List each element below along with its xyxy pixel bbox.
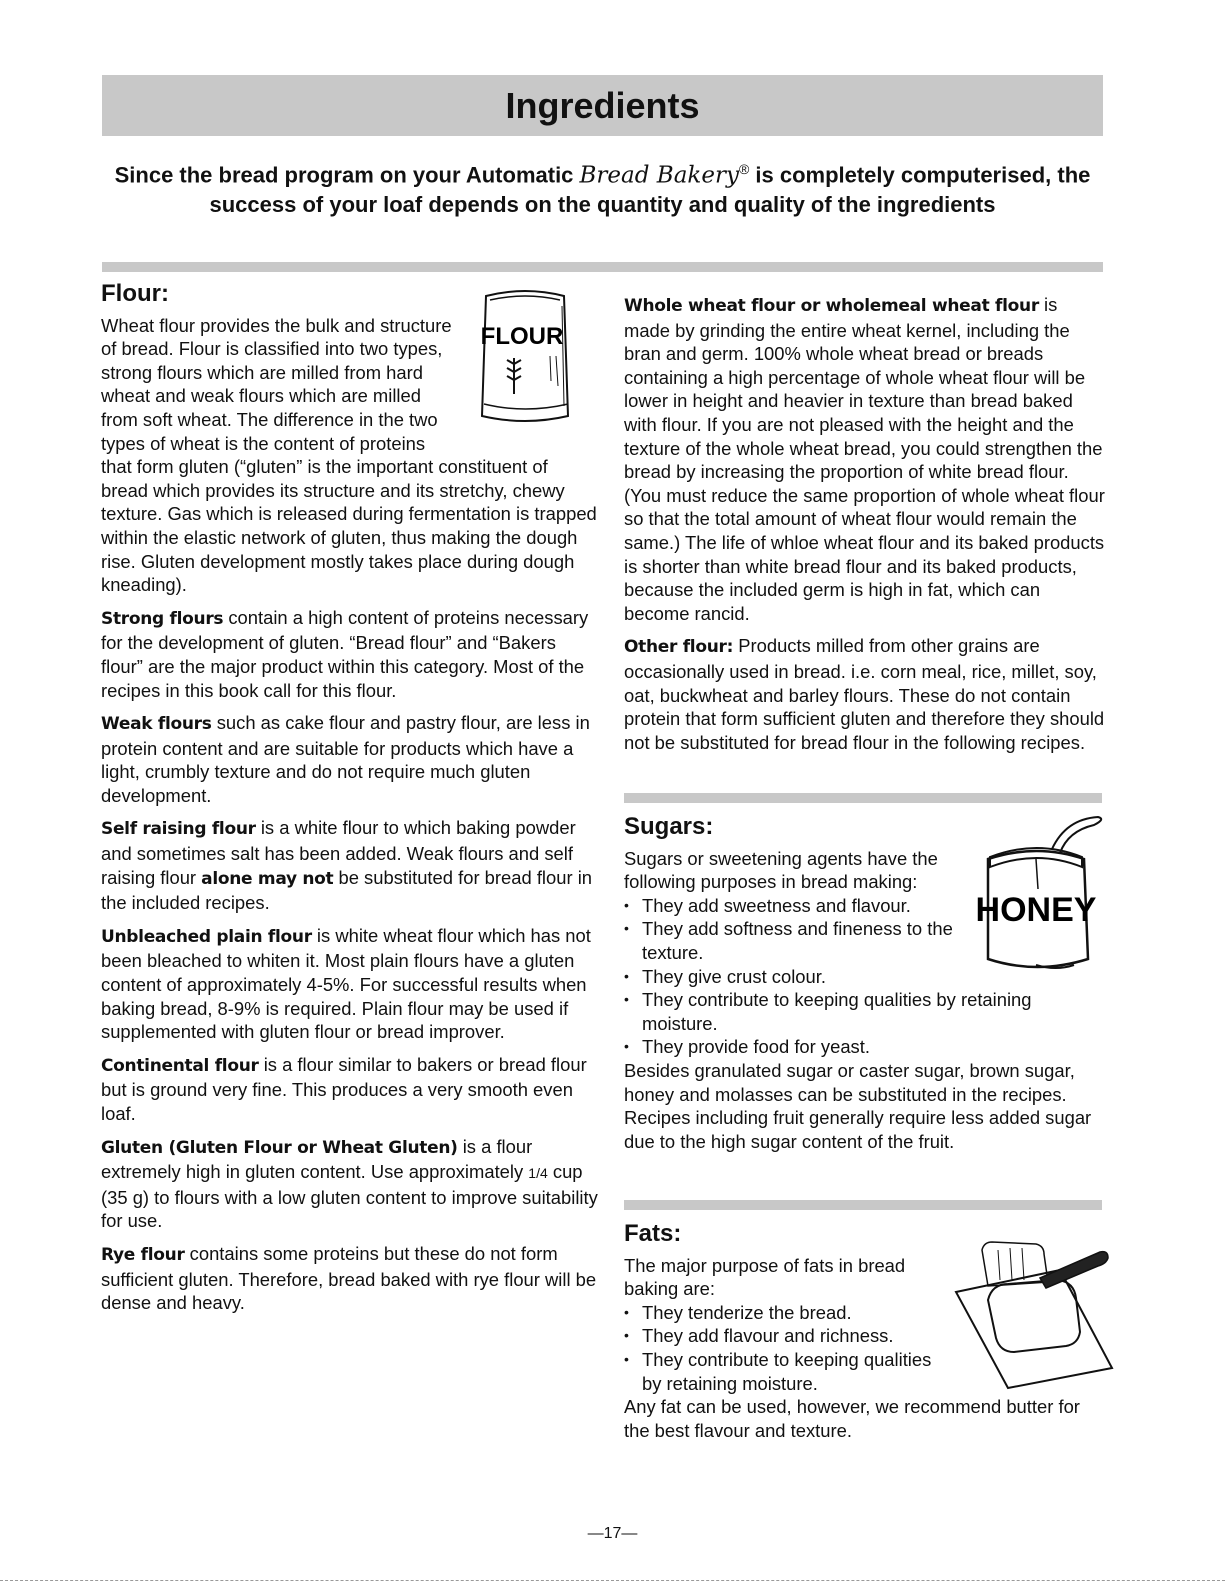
registered-mark: ®: [738, 161, 750, 177]
list-item: • They provide food for yeast.: [624, 1035, 1108, 1059]
fats-intro: The major purpose of fats in bread baking are:: [624, 1254, 906, 1300]
whole-wheat-text: is made by grinding the entire wheat kernel, including the bran and germ. 100% whole wheat bread or breads containing a high percentage of whole wheat flour will be lower in height and heavier in texture than bread baked with flour. If you are not pleased with the height and the texture of the whole wheat bread, you could strengthen the bread by increasing the proportion of white bread flour. (You must reduce the same proportion of whole wheat flour so that the total amount of wheat flour would remain the same.) The life of whloe wheat flour and its baked products is shorter than white bread flour and its baked products, because the included germ is high in fat, which can become rancid.: [624, 294, 1105, 624]
intro-paragraph: [102, 154, 1103, 220]
weak-flours-text: such as cake flour and pastry flour, are less in protein content and are suitable for products which have a light, crumbly texture and do not require much gluten development.: [101, 712, 590, 806]
self-raising-paragraph: [101, 816, 598, 914]
other-flour-text: Products milled from other grains are occasionally used in bread. i.e. corn meal, rice, millet, soy, oat, buckwheat and barley flours. These do not contain protein that form sufficient gluten and therefore they should not be substituted for bread flour in the following recipes.: [624, 635, 1105, 753]
other-flour-paragraph: [624, 634, 1108, 754]
list-item: • They contribute to keeping qualities by retaining moisture.: [624, 1348, 1108, 1395]
section-divider: [102, 262, 1103, 272]
fats-heading: Fats:: [624, 1220, 682, 1247]
other-flour-term: Other flour:: [624, 637, 734, 658]
left-column: [101, 282, 598, 1324]
intro-text-1: Since the bread program on your Automatic: [114, 162, 580, 188]
gluten-paragraph: [101, 1135, 598, 1233]
list-item: • They add sweetness and flavour.: [624, 894, 1108, 918]
right-column: [624, 293, 1108, 763]
strong-flours-paragraph: [101, 606, 598, 702]
strong-flours-term: Strong flours: [101, 608, 224, 629]
flour-intro: Wheat flour provides the bulk and structure of bread. Flour is classified into two types, strong flours which are milled from hard wheat and weak flours which are milled from soft wheat. The difference in the two types of wheat is the content of proteins that form gluten (“gluten” is the important constituent of bread which provides its structure and its stretchy, chewy texture. Gas which is released during fermentation is trapped within the elastic network of gluten, thus making the dough rise. Gluten development mostly takes place during dough kneading).: [101, 314, 597, 596]
page-number: —17—: [587, 1525, 638, 1542]
sugars-divider: [624, 793, 1102, 803]
list-item: • They tenderize the bread.: [624, 1301, 1108, 1325]
flour-bag-label: FLOUR: [480, 322, 564, 350]
bottom-edge-divider: [0, 1580, 1225, 1581]
whole-wheat-paragraph: [624, 293, 1108, 625]
flour-heading: Flour:: [101, 280, 169, 307]
rye-term: Rye flour: [101, 1244, 185, 1265]
sugars-closing: Besides granulated sugar or caster sugar, brown sugar, honey and molasses can be substituted in the recipes. Recipes including fruit generally require less added sugar due to the high sugar content of the fruit.: [624, 1059, 1092, 1152]
weak-flours-term: Weak flours: [101, 714, 212, 735]
flour-bag-icon: [464, 286, 586, 428]
self-raising-term: Self raising flour: [101, 819, 256, 840]
sugars-intro: Sugars or sweetening agents have the following purposes in bread making:: [624, 847, 938, 893]
self-raising-text-2: be substituted for bread flour in the included recipes.: [101, 866, 593, 914]
gluten-fraction: 1/4: [528, 1165, 548, 1182]
honey-jar-label: HONEY: [975, 890, 1097, 929]
list-item: • They contribute to keeping qualities by retaining moisture.: [624, 988, 1108, 1035]
brand-name: Bread Bakery: [579, 162, 739, 189]
gluten-text-2: cup (35 g) to flours with a low gluten content to improve suitability for use.: [101, 1161, 598, 1232]
unbleached-paragraph: [101, 924, 598, 1044]
fats-closing: Any fat can be used, however, we recommend butter for the best flavour and texture.: [624, 1396, 1080, 1441]
continental-paragraph: [101, 1053, 598, 1126]
fats-bullet-list: [624, 1301, 1108, 1395]
list-item: • They give crust colour.: [624, 965, 1108, 989]
continental-text: is a flour similar to bakers or bread flour but is ground very fine. This produces a very smooth even loaf.: [101, 1053, 587, 1124]
title-bar: [102, 75, 1103, 136]
rye-paragraph: [101, 1242, 598, 1315]
list-item: • They add flavour and richness.: [624, 1324, 1108, 1348]
intro-text-2: is completely computerised, the success of your loaf depends on the quantity and quality of the ingredients: [209, 162, 1091, 218]
strong-flours-text: contain a high content of proteins necessary for the development of gluten. “Bread flour” and “Bakers flour” are the major product within this category. Most of the recipes in this book call for this flour.: [101, 606, 589, 701]
sugars-heading: Sugars:: [624, 813, 714, 840]
whole-wheat-term: Whole wheat flour or wholemeal wheat flour: [624, 296, 1039, 316]
gluten-text-1: is a flour extremely high in gluten content. Use approximately: [101, 1135, 533, 1183]
rye-text: contains some proteins but these do not form sufficient gluten. Therefore, bread baked with rye flour will be dense and heavy.: [101, 1242, 597, 1314]
sugars-section: [624, 815, 1108, 1162]
self-raising-text-1: is a white flour to which baking powder and sometimes salt has been added. Weak flours and self raising flour: [101, 817, 576, 888]
unbleached-text: is white wheat flour which has not been bleached to whiten it. Most plain flours have a gluten content of approximately 4-5%. For successful results when baking bread, 8-9% is required. Plain flour may be used if supplemented with gluten flour or bread improver.: [101, 924, 591, 1043]
continental-term: Continental flour: [101, 1055, 259, 1076]
page-title: Ingredients: [505, 84, 700, 126]
list-item: • They add softness and fineness to the texture.: [624, 917, 1108, 964]
weak-flours-paragraph: [101, 711, 598, 807]
self-raising-emphasis: alone may not: [201, 868, 334, 889]
fats-divider: [624, 1200, 1102, 1210]
unbleached-term: Unbleached plain flour: [101, 926, 312, 947]
gluten-term: Gluten (Gluten Flour or Wheat Gluten): [101, 1137, 458, 1158]
sugars-bullet-list: [624, 894, 1108, 1059]
fats-section: [624, 1222, 1108, 1451]
